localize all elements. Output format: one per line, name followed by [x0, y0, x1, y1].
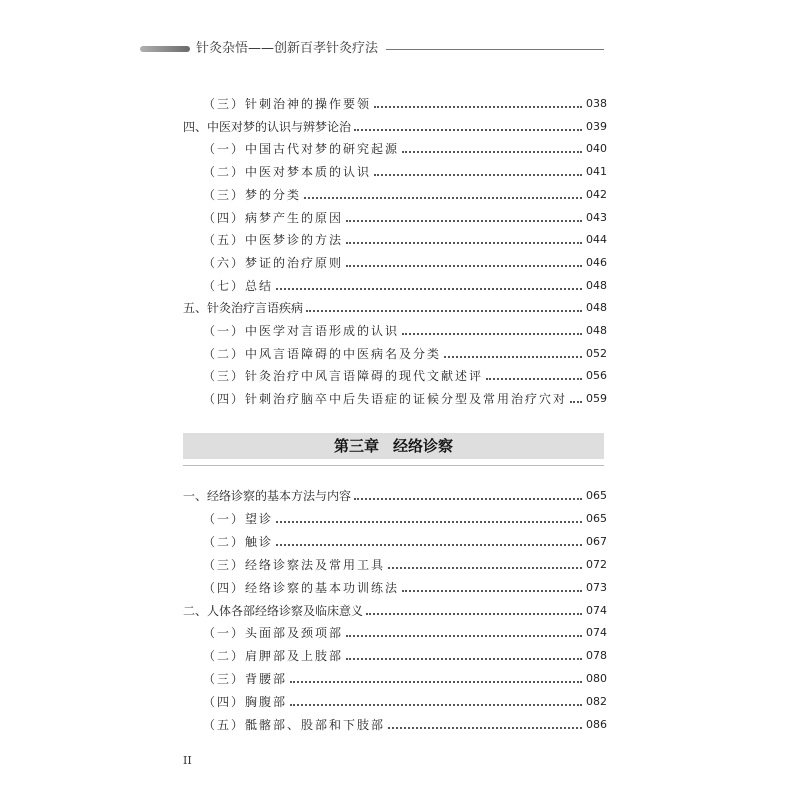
- running-header: [140, 40, 604, 60]
- toc-entry: [203, 340, 607, 362]
- toc-entry-title: （四）经络诊察的基本功训练法: [203, 580, 400, 595]
- toc-entry-page: 074: [586, 626, 607, 640]
- toc-entry: [183, 597, 607, 619]
- toc-entry-page: 039: [586, 119, 607, 133]
- toc-entry-title: （五）骶髂部、股部和下肢部: [203, 718, 386, 732]
- chapter-number: 第三章: [333, 437, 379, 455]
- header-title: 针灸杂悟——创新百孝针灸疗法: [196, 41, 379, 56]
- toc-entry: [203, 249, 607, 271]
- toc-entry-title: （三）针灸治疗中风言语障碍的现代文献述评: [203, 369, 484, 384]
- toc-entry-title: （一）望诊: [203, 511, 274, 526]
- toc-leader-dots: [388, 727, 582, 729]
- toc-entry: [183, 294, 607, 316]
- toc-entry-page: 073: [586, 580, 607, 594]
- toc-entry: [183, 482, 607, 504]
- toc-entry-title: （三）经络诊察法及常用工具: [203, 557, 386, 572]
- chapter-heading: [183, 433, 604, 459]
- toc-entry-title: （三）梦的分类: [203, 187, 302, 202]
- toc-entry-page: 044: [586, 233, 607, 247]
- toc-entry: [203, 158, 607, 180]
- toc-entry-title: （三）针刺治神的操作要领: [203, 97, 372, 111]
- toc-leader-dots: [444, 356, 582, 358]
- toc-entry-title: （四）胸腹部: [203, 695, 288, 710]
- toc-entry: [203, 619, 607, 641]
- toc-leader-dots: [402, 333, 582, 335]
- toc-entry-page: 048: [586, 278, 607, 292]
- toc-entry-title: （二）中医对梦本质的认识: [203, 165, 372, 180]
- toc-entry-page: 065: [586, 511, 607, 525]
- toc-leader-dots: [346, 242, 582, 244]
- toc-leader-dots: [346, 635, 582, 637]
- toc-entry-page: 048: [586, 324, 607, 337]
- page-number: II: [183, 754, 192, 767]
- toc-entry-page: 042: [586, 187, 607, 201]
- toc-entry-page: 048: [586, 301, 607, 315]
- toc-leader-dots: [290, 681, 582, 683]
- toc-leader-dots: [306, 310, 582, 312]
- toc-entry: [203, 317, 607, 339]
- toc-leader-dots: [304, 197, 582, 199]
- toc-entry-page: 052: [586, 346, 607, 360]
- toc-entry-page: 072: [586, 557, 607, 571]
- toc-entry-page: 080: [586, 672, 607, 686]
- toc-entry-title: （四）针刺治疗脑卒中后失语症的证候分型及常用治疗穴对: [203, 392, 568, 407]
- toc-entry: [203, 135, 607, 157]
- toc-entry-title: （五）中医梦诊的方法: [203, 233, 344, 248]
- toc-entry-title: 四、中医对梦的认识与辨梦论治: [183, 119, 352, 134]
- toc-leader-dots: [402, 590, 582, 592]
- toc-leader-dots: [354, 498, 582, 500]
- toc-entry: [203, 642, 607, 664]
- toc-entry-page: 043: [586, 210, 607, 224]
- toc-entry: [203, 90, 607, 112]
- toc-entry: [203, 204, 607, 226]
- toc-entry-page: 065: [586, 489, 607, 502]
- toc-entry-page: 038: [586, 97, 607, 110]
- toc-entry: [203, 528, 607, 550]
- toc-leader-dots: [374, 106, 582, 108]
- toc-entry: [203, 226, 607, 248]
- toc-entry-title: （二）肩胛部及上肢部: [203, 649, 344, 664]
- toc-leader-dots: [346, 265, 582, 267]
- toc-leader-dots: [276, 521, 582, 523]
- toc-leader-dots: [570, 401, 582, 403]
- toc-entry-page: 082: [586, 695, 607, 709]
- toc-entry-title: 二、人体各部经络诊察及临床意义: [183, 603, 364, 618]
- toc-entry-page: 040: [586, 142, 607, 156]
- toc-entry-page: 086: [586, 718, 607, 731]
- toc-entry: [203, 665, 607, 687]
- toc-entry-page: 059: [586, 392, 607, 406]
- toc-entry-page: 041: [586, 165, 607, 179]
- toc-leader-dots: [276, 288, 582, 290]
- toc-entry-title: （六）梦证的治疗原则: [203, 255, 344, 270]
- toc-entry-page: 046: [586, 255, 607, 269]
- toc-leader-dots: [374, 174, 582, 176]
- toc-leader-dots: [388, 567, 582, 569]
- toc-entry-title: （七）总结: [203, 278, 274, 293]
- chapter-rule: [183, 465, 604, 466]
- toc-entry: [203, 385, 607, 407]
- toc-entry-title: （三）背腰部: [203, 672, 288, 687]
- toc-entry-page: 067: [586, 534, 607, 548]
- toc-entry: [203, 181, 607, 203]
- toc-entry-title: 五、针灸治疗言语疾病: [183, 301, 304, 316]
- toc-entry-page: 056: [586, 369, 607, 383]
- toc-leader-dots: [402, 151, 582, 153]
- toc-entry-title: 一、经络诊察的基本方法与内容: [183, 489, 352, 503]
- chapter-title: 经络诊察: [393, 437, 454, 455]
- toc-leader-dots: [354, 129, 582, 131]
- toc-entry-title: （四）病梦产生的原因: [203, 210, 344, 225]
- toc-entry: [203, 362, 607, 384]
- toc-leader-dots: [290, 704, 582, 706]
- toc-entry: [203, 688, 607, 710]
- toc-entry-title: （一）中医学对言语形成的认识: [203, 324, 400, 338]
- toc-entry: [203, 551, 607, 573]
- toc-entry-page: 074: [586, 603, 607, 617]
- header-decoration-bar: [140, 46, 190, 52]
- toc-entry: [183, 113, 607, 135]
- toc-entry-title: （一）中国古代对梦的研究起源: [203, 142, 400, 157]
- toc-leader-dots: [346, 220, 582, 222]
- toc-leader-dots: [486, 378, 582, 380]
- toc-leader-dots: [276, 544, 582, 546]
- toc-entry-page: 078: [586, 649, 607, 663]
- toc-entry-title: （二）触诊: [203, 534, 274, 549]
- toc-entry: [203, 505, 607, 527]
- header-rule: [386, 49, 604, 50]
- toc-leader-dots: [346, 658, 582, 660]
- toc-entry: [203, 711, 607, 733]
- toc-entry: [203, 574, 607, 596]
- toc-entry-title: （二）中风言语障碍的中医病名及分类: [203, 346, 442, 361]
- toc-leader-dots: [366, 613, 582, 615]
- toc-entry: [203, 272, 607, 294]
- toc-entry-title: （一）头面部及颈项部: [203, 626, 344, 641]
